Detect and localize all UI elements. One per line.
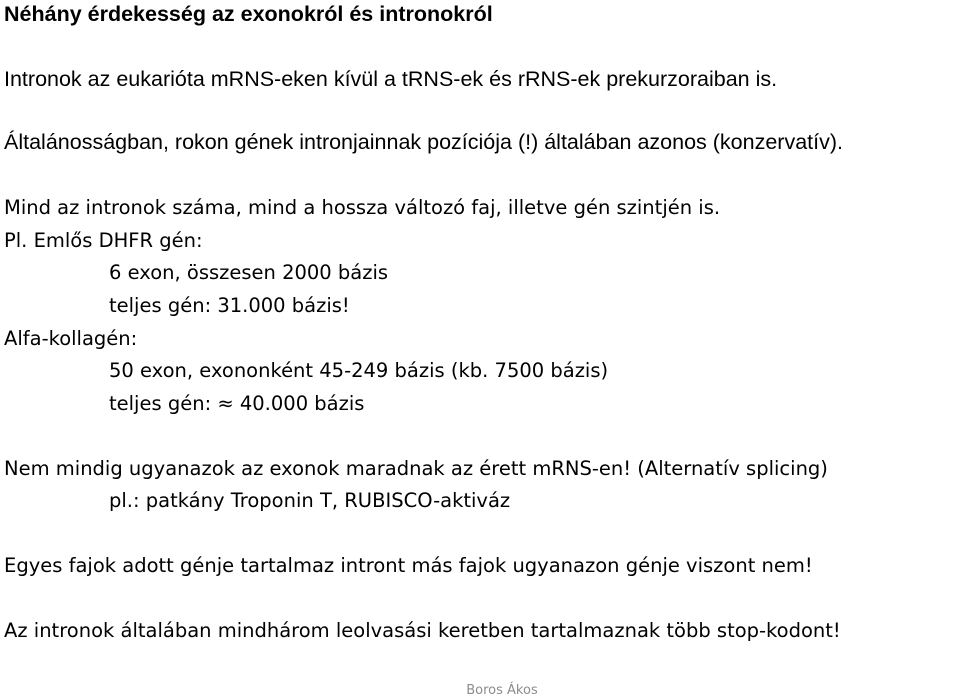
- text-line-collagen-total: teljes gén: ≈ 40.000 bázis: [109, 392, 365, 415]
- text-line-dhfr-total: teljes gén: 31.000 bázis!: [109, 294, 350, 317]
- footer-author: Boros Ákos: [466, 683, 538, 698]
- text-line-dhfr-heading: Pl. Emlős DHFR gén:: [4, 229, 203, 252]
- text-line-splicing-example: pl.: patkány Troponin T, RUBISCO-aktiváz: [109, 489, 511, 512]
- text-line-introns-location: Intronok az eukarióta mRNS-eken kívül a tRNS-ek és rRNS-ek prekurzoraiban is.: [4, 67, 778, 91]
- text-line-stop-codons: Az intronok általában mindhárom leolvasási keretben tartalmaznak több stop-kodont!: [4, 619, 841, 642]
- text-line-collagen-heading: Alfa-kollagén:: [4, 327, 138, 350]
- slide-title: Néhány érdekesség az exonokról és intronokról: [4, 2, 493, 26]
- text-line-alternative-splicing: Nem mindig ugyanazok az exonok maradnak az érett mRNS-en! (Alternatív splicing): [4, 457, 828, 480]
- text-line-intron-variation: Mind az intronok száma, mind a hossza változó faj, illetve gén szintjén is.: [4, 196, 721, 219]
- text-line-collagen-exons: 50 exon, exononként 45-249 bázis (kb. 7500 bázis): [109, 359, 609, 382]
- text-line-dhfr-exons: 6 exon, összesen 2000 bázis: [109, 261, 389, 284]
- text-line-intron-position: Általánosságban, rokon gének intronjainnak pozíciója (!) általában azonos (konzervatív).: [4, 130, 843, 154]
- text-line-species-difference: Egyes fajok adott génje tartalmaz intront más fajok ugyanazon génje viszont nem!: [4, 554, 813, 577]
